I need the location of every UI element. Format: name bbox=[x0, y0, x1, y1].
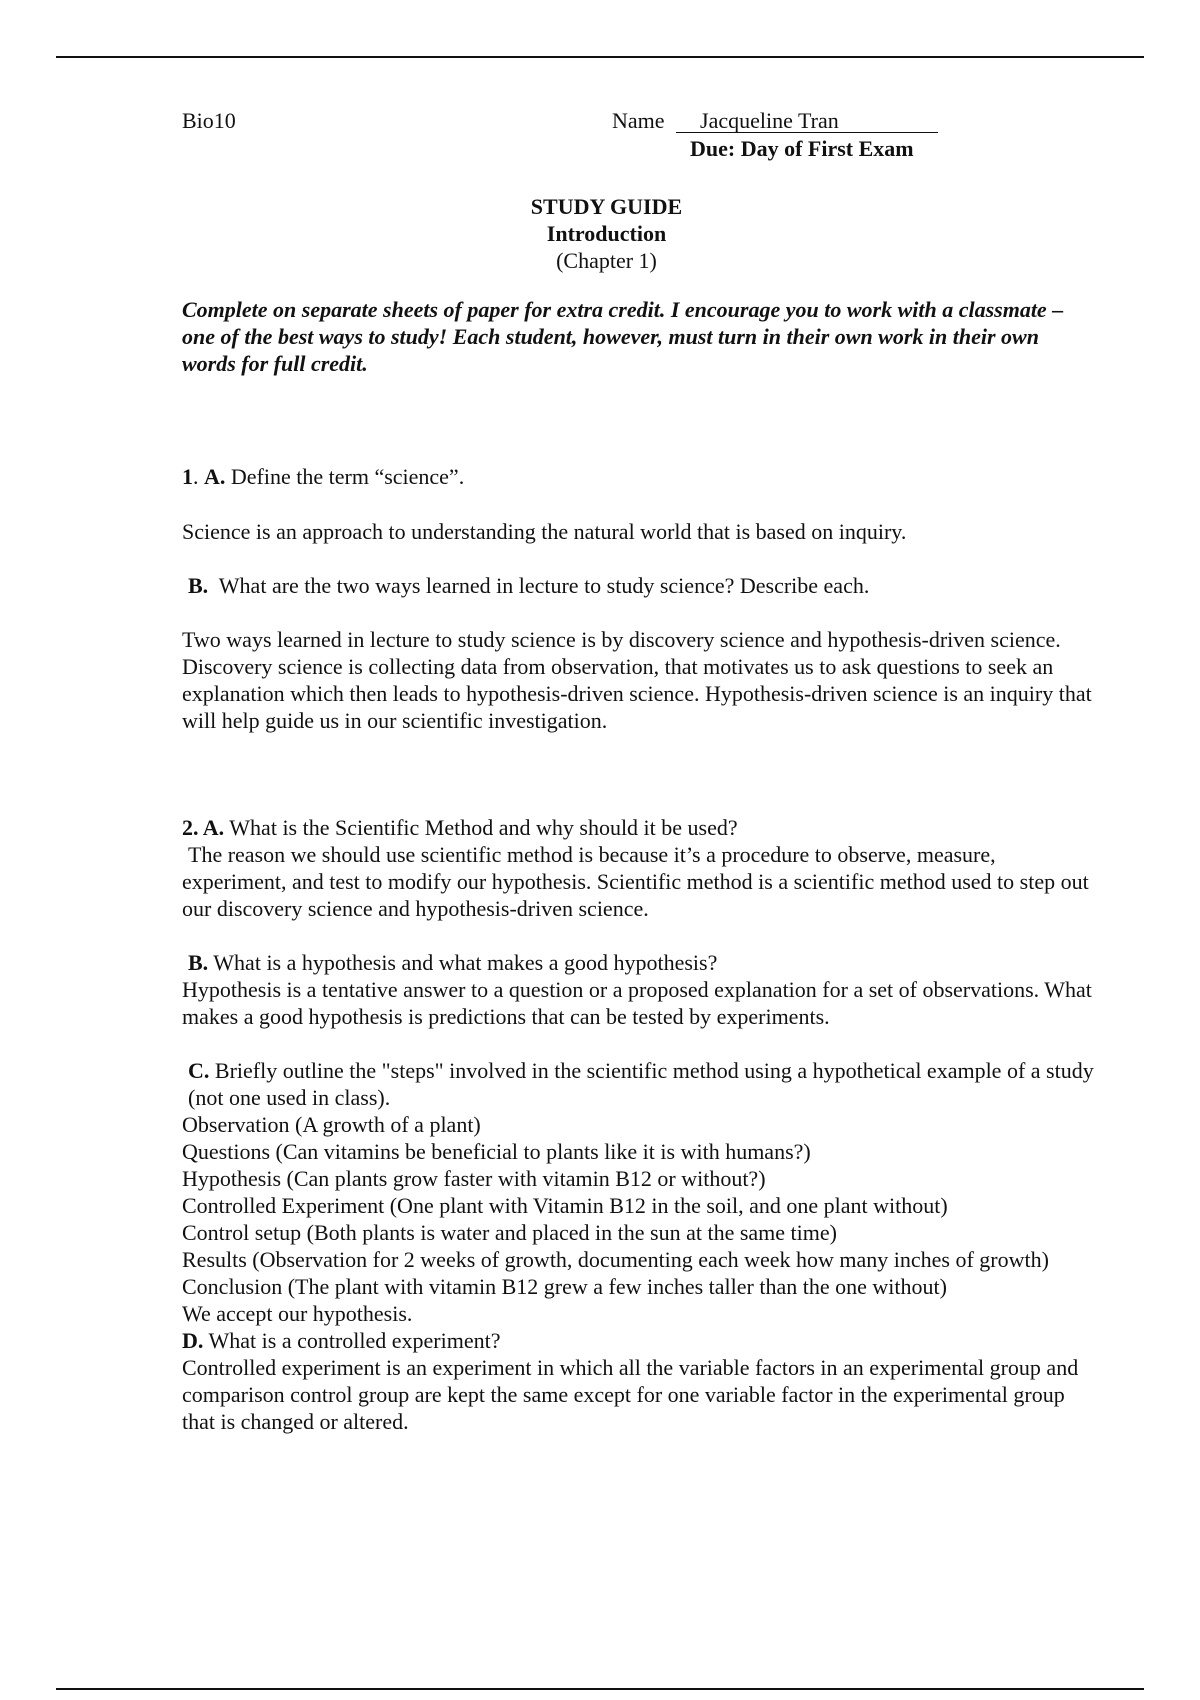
step-item: Results (Observation for 2 weeks of growth, documenting each week how many inches of growth) bbox=[182, 1247, 1049, 1272]
answer-2d: Controlled experiment is an experiment in which all the variable factors in an experimental group and comparison control group are kept the same except for one variable factor in the experimental group that is changed or altered. bbox=[182, 1355, 1079, 1434]
steps-list bbox=[182, 1111, 1097, 1327]
question-1a: 1. A. Define the term “science”. bbox=[182, 464, 465, 489]
top-rule bbox=[56, 56, 1144, 58]
page-title: STUDY GUIDE bbox=[530, 194, 683, 219]
step-item: Controlled Experiment (One plant with Vitamin B12 in the soil, and one plant without) bbox=[182, 1193, 948, 1218]
answer-2b: Hypothesis is a tentative answer to a question or a proposed explanation for a set of observations. What makes a good hypothesis is predictions that can be tested by experiments. bbox=[182, 977, 1092, 1029]
question-1a-label: A. bbox=[204, 464, 226, 489]
question-2b-label: B. bbox=[188, 950, 209, 975]
question-2b-text: What is a hypothesis and what makes a good hypothesis? bbox=[213, 950, 718, 975]
document-page bbox=[182, 105, 1097, 1435]
question-1a-text: Define the term “science”. bbox=[230, 464, 465, 489]
step-item: Control setup (Both plants is water and placed in the sun at the same time) bbox=[182, 1220, 837, 1245]
title-block bbox=[182, 193, 1097, 274]
course-code: Bio10 bbox=[182, 108, 236, 133]
question-2a bbox=[182, 814, 1097, 841]
question-2d-text: What is a controlled experiment? bbox=[208, 1328, 501, 1353]
page-subtitle: Introduction bbox=[546, 221, 667, 246]
name-line bbox=[612, 107, 938, 134]
question-2c-text: Briefly outline the "steps" involved in the scientific method using a hypothetical example of a study (not one used in class). bbox=[188, 1058, 1094, 1110]
question-1b bbox=[182, 572, 1097, 599]
answer-2a-text: The reason we should use scientific method is because it’s a procedure to observe, measure, experiment, and test to modify our hypothesis. Scientific method is a scientific method used to step out our discovery science and hypothesis-driven science. bbox=[182, 842, 1089, 921]
due-date: Due: Day of First Exam bbox=[690, 136, 914, 161]
answer-1a: Science is an approach to understanding the natural world that is based on inquiry. bbox=[182, 519, 907, 544]
answer-1b: Two ways learned in lecture to study science is by discovery science and hypothesis-driven science. Discovery science is collecting data from observation, that motivates us to ask questions to seek an explanation which then leads to hypothesis-driven science. Hypothesis-driven science is an inquiry that will help guide us in our scientific investigation. bbox=[182, 627, 1092, 733]
chapter-label: (Chapter 1) bbox=[556, 248, 657, 273]
question-2c bbox=[182, 1057, 1097, 1111]
question-1-number: 1 bbox=[182, 464, 193, 489]
question-2d bbox=[182, 1327, 1097, 1354]
step-item: Questions (Can vitamins be beneficial to plants like it is with humans?) bbox=[182, 1139, 811, 1164]
student-name: Jacqueline Tran bbox=[676, 110, 938, 133]
question-2d-label: D. bbox=[182, 1328, 204, 1353]
name-label: Name bbox=[612, 108, 665, 133]
question-2c-label: C. bbox=[188, 1058, 210, 1083]
bottom-rule bbox=[56, 1688, 1144, 1690]
step-item: Observation (A growth of a plant) bbox=[182, 1112, 481, 1137]
question-2b bbox=[182, 949, 1097, 976]
instructions: Complete on separate sheets of paper for extra credit. I encourage you to work with a classmate – one of the best ways to study! Each student, however, must turn in their own work in their own words for full credit. bbox=[182, 297, 1064, 376]
question-2a-label: 2. A. bbox=[182, 815, 225, 840]
question-2a-text: What is the Scientific Method and why should it be used? bbox=[229, 815, 738, 840]
question-1b-text: What are the two ways learned in lecture to study science? Describe each. bbox=[218, 573, 870, 598]
answer-2a bbox=[182, 841, 1097, 922]
document-header bbox=[182, 105, 1097, 165]
question-1b-label: B. bbox=[188, 573, 209, 598]
step-item: Conclusion (The plant with vitamin B12 grew a few inches taller than the one without) bbox=[182, 1274, 947, 1299]
step-item: We accept our hypothesis. bbox=[182, 1301, 413, 1326]
step-item: Hypothesis (Can plants grow faster with vitamin B12 or without?) bbox=[182, 1166, 766, 1191]
